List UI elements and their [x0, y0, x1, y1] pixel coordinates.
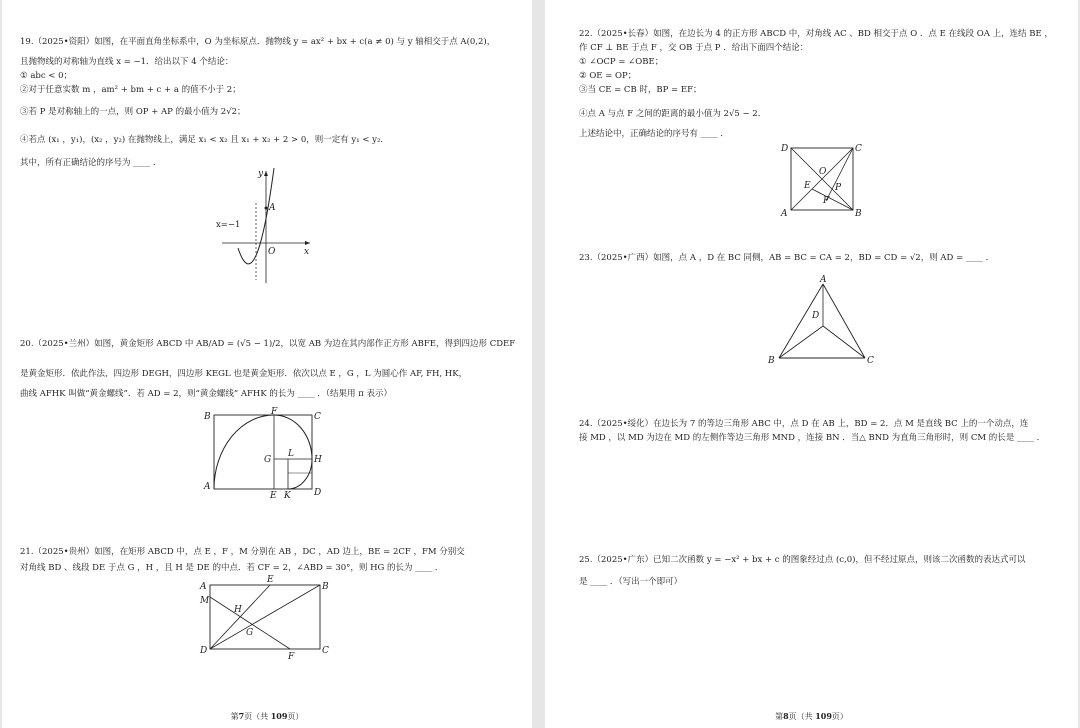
q25-line-2: 是 ____ ．（写出一个即可） [579, 577, 683, 587]
label-y: y [258, 169, 264, 179]
q19-line-1: 19.（2025•资阳）如图，在平面直角坐标系中，O 为坐标原点．抛物线 y = ax² + bx + c(a ≠ 0) 与 y 轴相交于点 A(0,2)， [20, 37, 496, 47]
q20-figure [202, 405, 332, 501]
q22-line-4: ② OE = OP； [579, 71, 637, 81]
x-axis-arrow [305, 241, 310, 245]
q19-line-3: ① abc < 0； [20, 71, 73, 81]
diagonal-bd [210, 585, 320, 649]
label-h: H [314, 455, 322, 465]
label-d: D [781, 144, 789, 154]
label-e: E [804, 181, 811, 191]
label-b: B [322, 582, 329, 592]
q19-line-4: ②对于任意实数 m ，am² + bm + c + a 的值不小于 2； [20, 85, 241, 95]
q19-line-2: 且抛物线的对称轴为直线 x = −1．给出以下 4 个结论： [20, 57, 234, 67]
label-a: A [269, 203, 276, 213]
label-d: D [200, 646, 208, 656]
label-l: L [288, 449, 294, 459]
label-h: H [234, 605, 242, 615]
label-c: C [314, 412, 321, 422]
label-b: B [855, 209, 862, 219]
label-a: A [820, 275, 827, 285]
q24-line-1: 24.（2025•绥化）在边长为 7 的等边三角形 ABC 中，点 D 在 AB 上，BD = 2．点 M 是直线 BC 上的一个动点，连 [579, 419, 1029, 429]
label-m: M [200, 596, 210, 606]
label-b: B [768, 356, 775, 366]
q22-figure [781, 138, 881, 218]
label-d: D [812, 311, 820, 321]
segment-cd [823, 326, 865, 358]
label-a: A [781, 209, 788, 219]
q20-line-1: 20.（2025•兰州）如图，黄金矩形 ABCD 中 AB/AD = (√5 − 1)/2，以宽 AB 为边在其内部作正方形 ABFE，得到四边形 CDEF [20, 339, 516, 349]
q19-line-6: ④若点 (x₁ ，y₁)，(x₂ ，y₂) 在抛物线上，满足 x₁ < x₂ 且 x₁ + x₂ + 2 > 0，则一定有 y₁ < y₂． [20, 135, 389, 145]
segment-be [812, 189, 853, 210]
golden-spiral [214, 415, 312, 489]
label-g: G [264, 455, 272, 465]
q22-line-2: 作 CF ⊥ BE 于点 F ，交 OB 于点 P ．给出下面四个结论： [579, 43, 809, 53]
q22-line-1: 22.（2025•长春）如图，在边长为 4 的正方形 ABCD 中，对角线 AC 、BD 相交于点 O ．点 E 在线段 OA 上，连结 BE ， [579, 29, 1053, 39]
label-e: E [267, 575, 274, 585]
label-e: E [270, 491, 277, 501]
segment-fm [210, 597, 290, 649]
q23-figure [767, 274, 887, 370]
q25-line-1: 25.（2025•广东）已知二次函数 y = −x² + bx + c 的图象经过点 (c,0)，但不经过原点，则该二次函数的表达式可以 [579, 555, 1026, 565]
segment-cf [826, 148, 853, 201]
q22-line-5: ③当 CE = CB 时，BP = EF； [579, 85, 702, 95]
q21-figure [200, 575, 340, 665]
rect-abcd [214, 415, 312, 489]
label-o: O [819, 167, 827, 177]
label-c: C [855, 144, 862, 154]
label-a: A [200, 582, 207, 592]
label-b: B [204, 412, 211, 422]
label-x: x [304, 247, 310, 257]
q19-line-5: ③若 P 是对称轴上的一点，则 OP + AP 的最小值为 2√2； [20, 107, 246, 117]
label-c: C [867, 356, 874, 366]
label-g: G [246, 628, 254, 638]
q24-line-2: 接 MD ，以 MD 为边在 MD 的左侧作等边三角形 MND ，连接 BN ．当△ BND 为直角三角形时，则 CM 的长是 ____ ． [579, 433, 1046, 443]
page-footer: 第8页（共 109页） [775, 711, 848, 721]
label-a: A [204, 482, 211, 492]
side-ac [823, 284, 865, 358]
segment-de [210, 585, 270, 649]
label-o: O [268, 247, 276, 257]
page-8 [545, 0, 1078, 728]
label-k: K [284, 491, 291, 501]
label-axis: x=−1 [216, 220, 241, 230]
label-d: D [314, 488, 322, 498]
q22-line-3: ① ∠OCP = ∠OBE； [579, 57, 664, 67]
segment-bd [779, 326, 823, 358]
label-f: F [271, 407, 278, 417]
q21-line-1: 21.（2025•贵州）如图，在矩形 ABCD 中，点 E ，F ，M 分别在 AB ，DC ，AD 边上，BE = 2CF ，FM 分别交 [20, 547, 465, 557]
y-axis-arrow [264, 171, 268, 176]
page-7 [2, 0, 532, 728]
q22-line-6: ④点 A 与点 F 之间的距离的最小值为 2√5 − 2． [579, 109, 767, 119]
point-a [265, 207, 268, 210]
q23-line-1: 23.（2025•广西）如图，点 A ，D 在 BC 同侧，AB = BC = CA = 2，BD = CD = √2，则 AD = ____ ． [579, 253, 995, 263]
q21-line-2: 对角线 BD 、线段 DE 于点 G ，H ，且 H 是 DE 的中点．若 CF = 2，∠ABD = 30°，则 HG 的长为 ____ ． [20, 563, 444, 573]
q19-line-7: 其中，所有正确结论的序号为 ____ ． [20, 158, 162, 168]
label-c: C [322, 646, 329, 656]
q20-line-2: 是黄金矩形．依此作法，四边形 DEGH，四边形 KEGL 也是黄金矩形．依次以点 E ，G ，L 为圆心作 AF, FH, HK， [20, 369, 468, 379]
side-ab [779, 284, 823, 358]
page-footer: 第7页（共 109页） [230, 711, 304, 721]
label-f: F [823, 196, 830, 206]
q20-line-3: 曲线 AFHK 叫做“黄金螺线”．若 AD = 2，则“黄金螺线” AFHK 的长为 ____ ．（结果用 π 表示） [20, 389, 393, 399]
q19-figure [202, 168, 312, 288]
q22-line-7: 上述结论中，正确结论的序号有 ____ ． [579, 129, 729, 139]
label-f: F [288, 652, 295, 662]
label-p: P [835, 183, 842, 193]
